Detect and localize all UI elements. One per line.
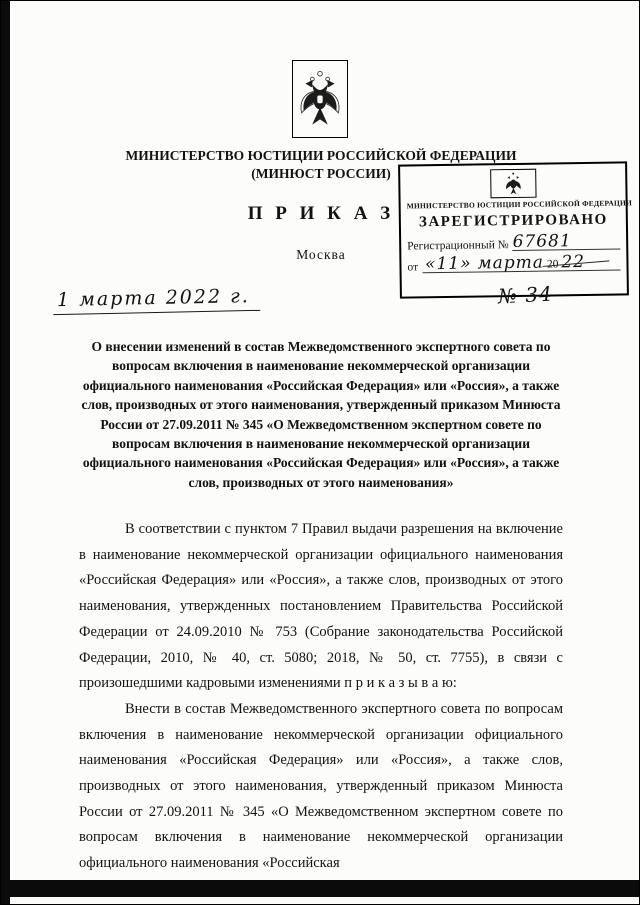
coat-of-arms-icon (297, 66, 343, 132)
stamp-date-year-handwritten: 22 (561, 252, 586, 273)
handwritten-date: 1 марта 2022 г. (53, 285, 260, 315)
stamp-date-field (422, 252, 621, 275)
stamp-reg-number-field (512, 231, 621, 253)
stamp-date-prefix: от (407, 261, 419, 274)
stamp-date-day-handwritten: «11» (424, 253, 472, 275)
order-title: О внесении изменений в состав Межведомственного экспертного совета по вопросам включения в наименование некоммерческой организации официального наименования «Российская Федерация» или «Россия», а также слов, производных от этого наименования, утвержденный приказом Минюста России от 27.09.2011 № 345 «О Межведомственном экспертном совете по вопросам включения в наименование некоммерческой организации официального наименования «Российская Федерация» или «Россия», а также слов, производных от этого наименования» (81, 339, 561, 490)
stamp-registered-label: ЗАРЕГИСТРИРОВАНО (418, 211, 608, 231)
scan-edge-left (1, 1, 10, 904)
stamp-registration-number-row (407, 231, 620, 253)
stamp-coat-of-arms-icon (502, 170, 524, 196)
stamp-date-year (546, 252, 588, 273)
handwritten-document-number: № 34 (497, 281, 554, 309)
registration-stamp (398, 161, 633, 298)
order-body (79, 517, 563, 877)
stamp-coat-of-arms-box (490, 169, 536, 199)
city-label: Москва (296, 247, 346, 262)
coat-of-arms-box (292, 60, 348, 138)
stamp-reg-number-handwritten: 67681 (512, 231, 572, 253)
stamp-reg-label: Регистрационный № (407, 239, 509, 253)
body-paragraph: Внести в состав Межведомственного экспертного совета по вопросам включения в наименование некоммерческой организации официального наименования «Российская Федерация» или «Россия», а также слов, производных от этого наименования, утвержденный приказом Минюста России от 27.09.2011 № 345 «О Межведомственном экспертном совете по вопросам включения в наименование некоммерческой организации официального наименования «Российская (79, 700, 563, 872)
stamp-ministry-name: МИНИСТЕРСТВО ЮСТИЦИИ РОССИЙСКОЙ ФЕДЕРАЦИИ (406, 198, 633, 211)
stamp-date-year-printed: 20 (546, 258, 559, 271)
body-paragraph: В соответствии с пунктом 7 Правил выдачи разрешения на включение в наименование некоммерческой организации официального наименования «Российская Федерация» или «Россия», а также слов, производных от этого наименования, утвержденных постановлением Правительства Российской Федерации от 24.09.2010 № 753 (Собрание законодательства Российской Федерации, 2010, № 40, ст. 5080; 2018, № 50, ст. 7755), в связи с произошедшими кадровыми изменениями п р и к а з ы в а ю: (79, 521, 563, 692)
ministry-short-name: (МИНЮСТ РОССИИ) (251, 166, 391, 181)
scan-edge-bottom (1, 880, 639, 897)
ministry-name: МИНИСТЕРСТВО ЮСТИЦИИ РОССИЙСКОЙ ФЕДЕРАЦИИ (125, 148, 517, 163)
stamp-date-month-handwritten: марта (477, 252, 545, 274)
stamp-date-row (407, 252, 620, 275)
document-type-title: П Р И К А З (247, 203, 395, 224)
